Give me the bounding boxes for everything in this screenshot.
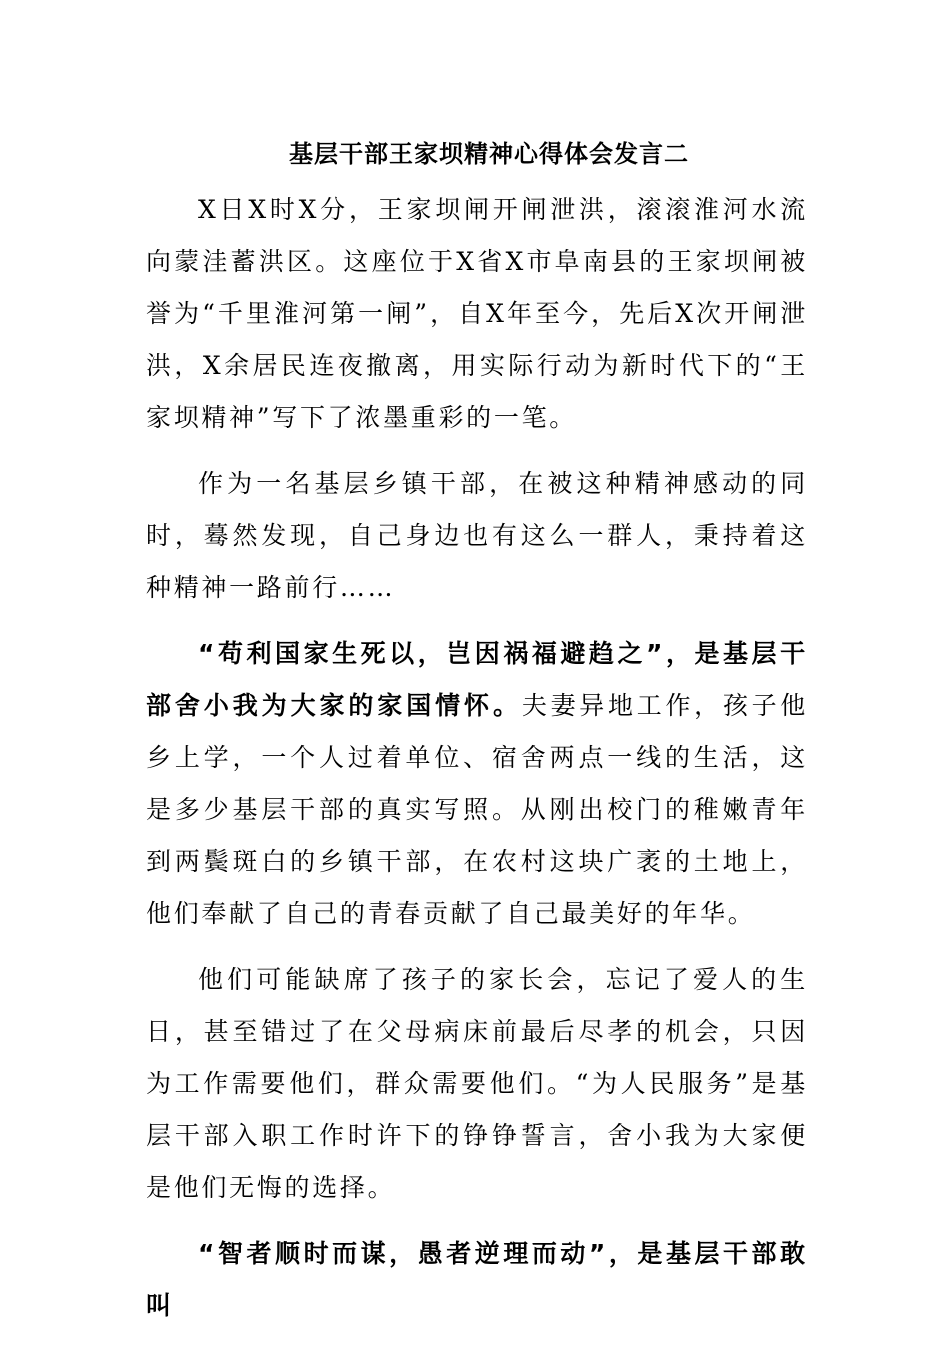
paragraph-4-text: 他们可能缺席了孩子的家长会，忘记了爱人的生日，甚至错过了在父母病床前最后尽孝的机会，只因为工作需要他们，群众需要他们。“为人民服务”是基层干部入职工作时许下的铮铮誓言，舍小我为大家便是他们无悔的选择。 [146, 965, 808, 1202]
paragraph-2 [146, 458, 808, 614]
paragraph-5 [146, 1228, 808, 1332]
paragraph-1 [146, 184, 808, 444]
paragraph-1-text: X日X时X分，王家坝闸开闸泄洪，滚滚淮河水流向蒙洼蓄洪区。这座位于X省X市阜南县的王家坝闸被誉为“千里淮河第一闸”，自X年至今，先后X次开闸泄洪，X余居民连夜撤离，用实际行动为新时代下的“王家坝精神”写下了浓墨重彩的一笔。 [146, 195, 808, 432]
paragraph-5-lead: “智者顺时而谋，愚者逆理而动”，是基层干部敢叫 [146, 1239, 808, 1320]
paragraph-2-text: 作为一名基层乡镇干部，在被这种精神感动的同时，蓦然发现，自己身边也有这么一群人，秉持着这种精神一路前行…… [146, 469, 808, 602]
document-title: 基层干部王家坝精神心得体会发言二 [289, 140, 689, 168]
paragraph-3-text: 夫妻异地工作，孩子他乡上学，一个人过着单位、宿舍两点一线的生活，这是多少基层干部的真实写照。从刚出校门的稚嫩青年到两鬓斑白的乡镇干部，在农村这块广袤的土地上，他们奉献了自己的青春贡献了自己最美好的年华。 [146, 691, 808, 928]
document-body [146, 128, 808, 1346]
paragraph-3-lead: “苟利国家生死以，岂因祸福避趋之”，是基层干部舍小我为大家的家国情怀。 [146, 639, 808, 720]
paragraph-4 [146, 954, 808, 1214]
paragraph-3 [146, 628, 808, 940]
